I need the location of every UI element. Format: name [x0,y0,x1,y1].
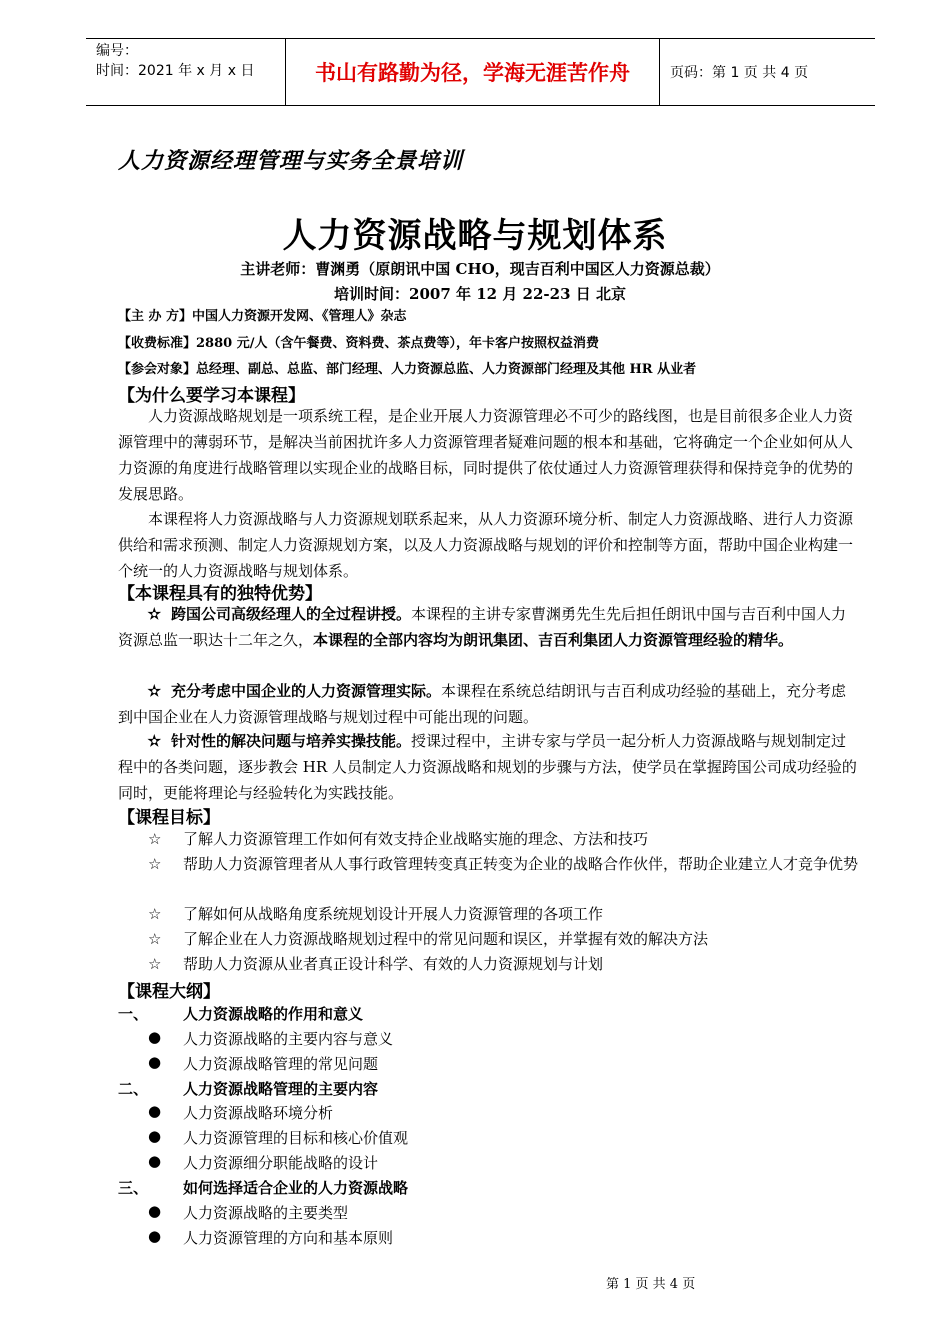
info-audience: 【参会对象】总经理、副总、总监、部门经理、人力资源总监、人力资源部门经理及其他 HR 从业者 [118,362,697,377]
goal-item [148,827,858,852]
outline-heading [118,1003,363,1024]
outline-bullet [148,1028,393,1049]
advantage-text: 本课程在系统总结朗讯与吉百利成功经验的基础上，充分考虑到中国企业在人力资源管理战略与规划过程中可能出现的问题。 [118,682,847,726]
advantage-item [118,601,858,653]
bullet-icon: ● [148,1152,162,1170]
star-icon: ✫ [148,732,161,750]
outline-title: 如何选择适合企业的人力资源战略 [183,1179,409,1197]
outline-bullet [148,1152,378,1173]
outline-item-text: 人力资源战略的主要内容与意义 [183,1030,394,1048]
outline-bullet [148,1127,408,1148]
outline-number: 一、 [118,1005,149,1023]
outline-number: 三、 [118,1179,149,1197]
outline-number: 二、 [118,1080,149,1098]
star-icon: ✫ [148,682,161,700]
star-outline-icon: ☆ [148,955,162,973]
goal-text: 了解企业在人力资源战略规划过程中的常见问题和误区，并掌握有效的解决方法 [183,930,709,948]
lecturer-line: 主讲老师：曹渊勇（原朗讯中国 CHO，现吉百利中国区人力资源总裁） [240,260,720,278]
why-paragraph: 本课程将人力资源战略与人力资源规划联系起来，从人力资源环境分析、制定人力资源战略、进行人力资源供给和需求预测、制定人力资源规划方案，以及人力资源战略与规划的评价和控制等方面，帮助中国企业构建一个统一的人力资源战略与规划体系。 [118,510,854,580]
page-footer: 第 1 页 共 4 页 [606,1277,696,1292]
star-outline-icon: ☆ [148,830,162,848]
document-title: 人力资源战略与规划体系 [282,216,668,256]
outline-title: 人力资源战略的作用和意义 [183,1005,364,1023]
star-outline-icon: ☆ [148,930,162,948]
outline-bullet [148,1102,333,1123]
goal-item [148,952,858,977]
outline-item-text: 人力资源战略环境分析 [183,1104,334,1122]
outline-item-text: 人力资源管理的方向和基本原则 [183,1229,394,1247]
section-why-heading: 【为什么要学习本课程】 [118,386,305,406]
outline-item-text: 人力资源战略的主要类型 [183,1204,349,1222]
goal-text: 了解人力资源管理工作如何有效支持企业战略实施的理念、方法和技巧 [183,830,649,848]
goal-text: 帮助人力资源从业者真正设计科学、有效的人力资源规划与计划 [183,955,604,973]
section-outline-heading: 【课程大纲】 [118,982,220,1002]
document-subtitle: 人力资源经理管理与实务全景培训 [118,149,464,174]
outline-item-text: 人力资源战略管理的常见问题 [183,1055,379,1073]
star-icon: ✫ [148,605,161,623]
outline-heading [118,1177,408,1198]
bullet-icon: ● [148,1227,162,1245]
section-advantages-heading: 【本课程具有的独特优势】 [118,584,322,604]
bullet-icon: ● [148,1202,162,1220]
outline-item-text: 人力资源细分职能战略的设计 [183,1154,379,1172]
advantage-highlight: 本课程的全部内容均为朗讯集团、吉百利集团人力资源管理经验的精华。 [313,631,794,649]
goal-item [148,902,858,927]
header-meta [86,39,286,105]
advantage-title: 针对性的解决问题与培养实操技能。 [171,732,412,750]
number-label: 编号： [96,43,138,59]
advantage-item [118,678,858,730]
goal-text: 了解如何从战略角度系统规划设计开展人力资源管理的各项工作 [183,905,604,923]
outline-bullet [148,1202,348,1223]
advantage-title: 跨国公司高级经理人的全过程讲授。 [171,605,412,623]
star-outline-icon: ☆ [148,855,162,873]
star-outline-icon: ☆ [148,905,162,923]
header-page-label: 页码：第 1 页 共 4 页 [670,65,809,81]
goal-item [148,927,858,952]
advantage-item [118,728,858,806]
outline-item-text: 人力资源管理的目标和核心价值观 [183,1129,409,1147]
outline-bullet [148,1227,393,1248]
why-paragraph: 人力资源战略规划是一项系统工程，是企业开展人力资源管理必不可少的路线图，也是目前很多企业人力资源管理中的薄弱环节，是解决当前困扰许多人力资源管理者疑难问题的根本和基础，它将确定一个企业如何从人力资源的角度进行战略管理以实现企业的战略目标，同时提供了依仗通过人力资源管理获得和保持竞争的优势的发展思路。 [118,407,854,503]
bullet-icon: ● [148,1127,162,1145]
info-fee: 【收费标准】2880 元/人（含午餐费、资料费、茶点费等），年卡客户按照权益消费 [118,336,599,351]
bullet-icon: ● [148,1102,162,1120]
advantage-title: 充分考虑中国企业的人力资源管理实际。 [171,682,442,700]
bullet-icon: ● [148,1028,162,1046]
training-time-line: 培训时间：2007 年 12 月 22-23 日 北京 [334,285,626,303]
bullet-icon: ● [148,1053,162,1071]
goal-item [148,852,858,877]
goal-text: 帮助人力资源管理者从人事行政管理转变真正转变为企业的战略合作伙伴，帮助企业建立人才竞争优势 [183,855,859,873]
outline-bullet [148,1053,378,1074]
info-organizer: 【主 办 方】中国人力资源开发网、《管理人》杂志 [118,309,407,324]
time-label: 时间：2021 年 x 月 x 日 [96,63,255,79]
outline-title: 人力资源战略管理的主要内容 [183,1080,379,1098]
section-goals-heading: 【课程目标】 [118,808,220,828]
advantage-text: 授课过程中，主讲专家与学员一起分析人力资源战略与规划制定过程中的各类问题，逐步教会 HR 人员制定人力资源战略和规划的步骤与方法，使学员在掌握跨国公司成功经验的同时，更能将理论与经验转化为实践技能。 [118,732,857,802]
header-motto: 书山有路勤为径，学海无涯苦作舟 [286,39,660,105]
outline-heading [118,1078,378,1099]
page-header [86,38,875,106]
advantage-text: 本课程的主讲专家曹渊勇先生先后担任朗讯中国与吉百利中国人力资源总监一职达十二年之久， [118,605,847,649]
